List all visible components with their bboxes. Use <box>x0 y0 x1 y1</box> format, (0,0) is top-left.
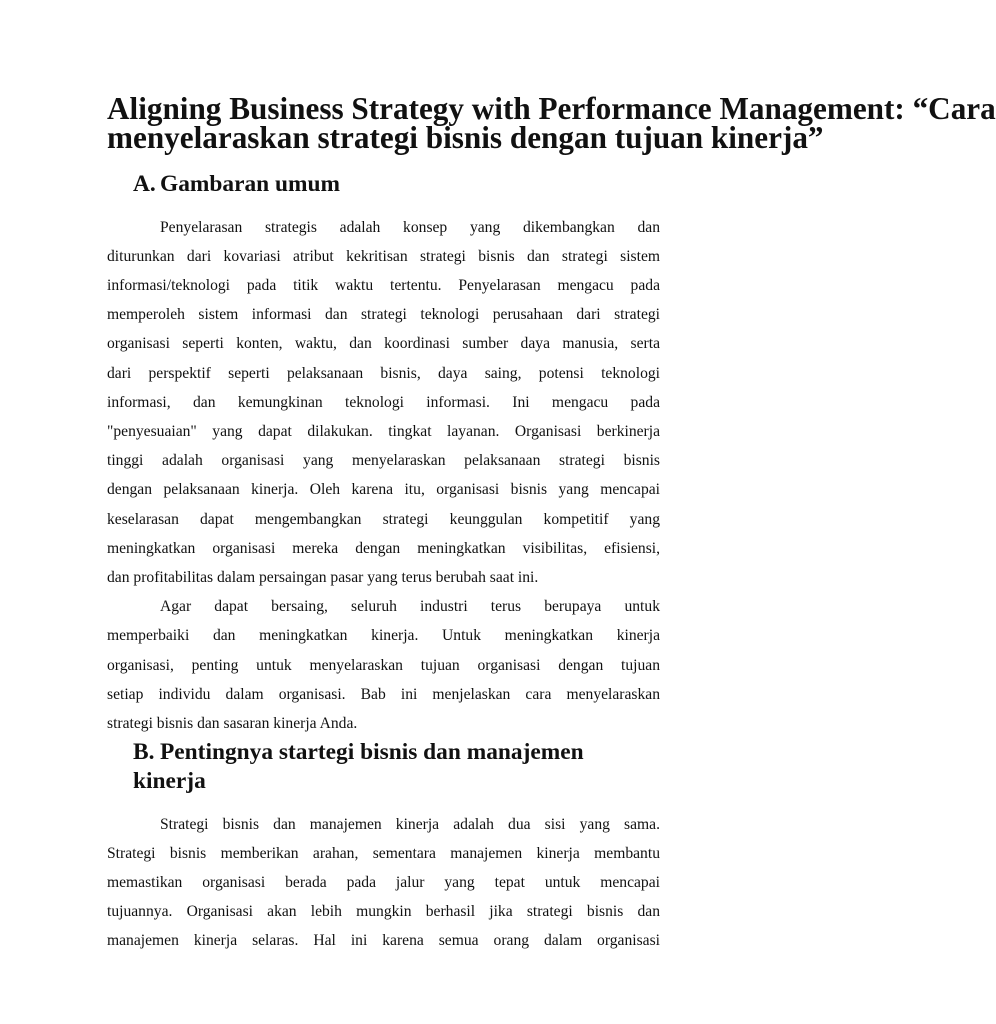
paragraph-line: strategi bisnis dan sasaran kinerja Anda. <box>107 715 358 733</box>
paragraph-line: Strategi bisnis dan manajemen kinerja adalah dua sisi yang sama. <box>160 815 660 833</box>
section-a-heading <box>107 170 660 199</box>
section-b-heading-text: Pentingnya startegi bisnis dan manajemen kinerja <box>133 739 584 795</box>
paragraph-line: dari perspektif seperti pelaksanaan bisnis, daya saing, potensi teknologi <box>107 364 660 382</box>
document-page <box>107 91 996 956</box>
paragraph-line: informasi, dan kemungkinan teknologi informasi. Ini mengacu pada <box>107 393 660 411</box>
document-title <box>107 91 996 156</box>
title-line-1: Aligning Business Strategy with Performance Management: “Cara <box>107 91 996 126</box>
paragraph-line: "penyesuaian" yang dapat dilakukan. tingkat layanan. Organisasi berkinerja <box>107 423 660 441</box>
section-b-marker: B. <box>133 739 155 766</box>
paragraph-line: Penyelarasan strategis adalah konsep yang dikembangkan dan <box>160 218 660 236</box>
section-a-marker: A. <box>133 171 156 198</box>
paragraph-line: Agar dapat bersaing, seluruh industri terus berupaya untuk <box>160 598 660 616</box>
paragraph-line: tinggi adalah organisasi yang menyelaraskan pelaksanaan strategi bisnis <box>107 452 660 470</box>
section-a-paragraph-1 <box>107 213 660 593</box>
section-a-heading-text: Gambaran umum <box>160 171 340 198</box>
paragraph-line: memperbaiki dan meningkatkan kinerja. Untuk meningkatkan kinerja <box>107 627 660 645</box>
section-a-paragraph-2 <box>107 592 660 738</box>
section-b-paragraph-1 <box>107 810 660 956</box>
paragraph-line: meningkatkan organisasi mereka dengan meningkatkan visibilitas, efisiensi, <box>107 539 660 557</box>
title-line-2: menyelaraskan strategi bisnis dengan tujuan kinerja” <box>107 120 824 156</box>
paragraph-line: Strategi bisnis memberikan arahan, sementara manajemen kinerja membantu <box>107 844 660 862</box>
paragraph-line: dan profitabilitas dalam persaingan pasar yang terus berubah saat ini. <box>107 569 539 587</box>
paragraph-line: keselarasan dapat mengembangkan strategi keunggulan kompetitif yang <box>107 510 660 528</box>
paragraph-line: diturunkan dari kovariasi atribut kekritisan strategi bisnis dan strategi sistem <box>107 247 660 265</box>
paragraph-line: setiap individu dalam organisasi. Bab ini menjelaskan cara menyelaraskan <box>107 685 660 703</box>
paragraph-line: organisasi, penting untuk menyelaraskan tujuan organisasi dengan tujuan <box>107 656 660 674</box>
section-b-heading <box>107 738 660 796</box>
paragraph-line: dengan pelaksanaan kinerja. Oleh karena itu, organisasi bisnis yang mencapai <box>107 481 660 499</box>
paragraph-line: informasi/teknologi pada titik waktu tertentu. Penyelarasan mengacu pada <box>107 277 660 295</box>
paragraph-line: tujuannya. Organisasi akan lebih mungkin berhasil jika strategi bisnis dan <box>107 903 660 921</box>
paragraph-line: manajemen kinerja selaras. Hal ini karena semua orang dalam organisasi <box>107 932 660 950</box>
paragraph-line: memastikan organisasi berada pada jalur yang tepat untuk mencapai <box>107 874 660 892</box>
paragraph-line: memperoleh sistem informasi dan strategi teknologi perusahaan dari strategi <box>107 306 660 324</box>
paragraph-line: organisasi seperti konten, waktu, dan koordinasi sumber daya manusia, serta <box>107 335 660 353</box>
